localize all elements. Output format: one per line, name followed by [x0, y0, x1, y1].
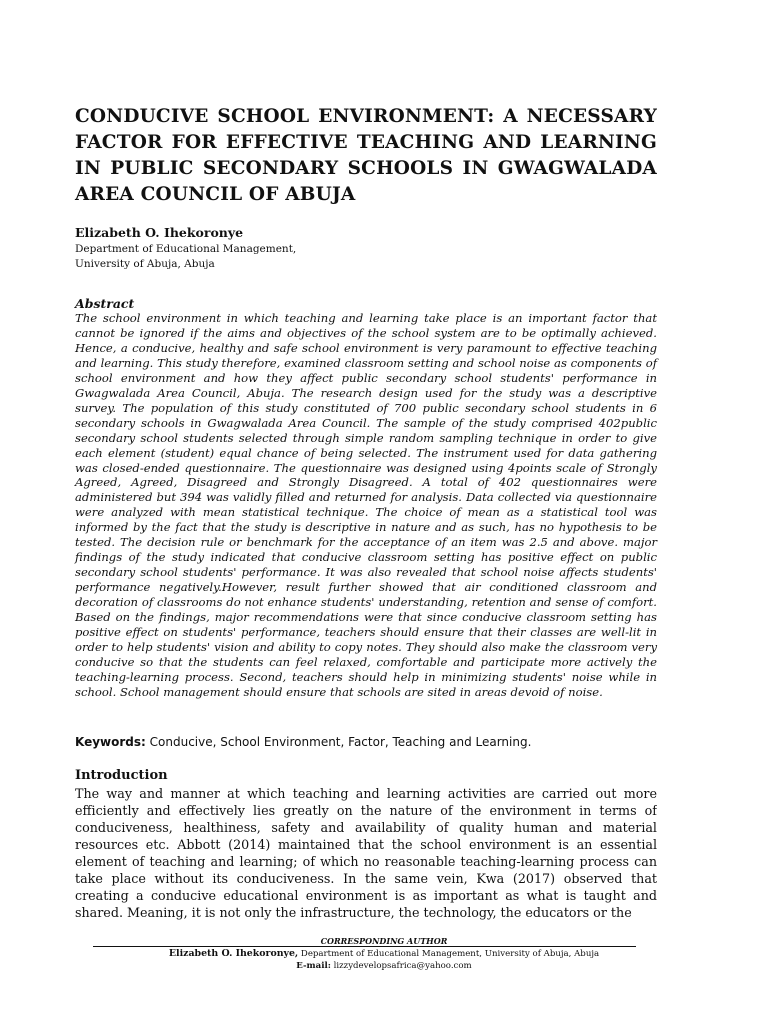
introduction-heading: Introduction: [75, 768, 168, 783]
abstract-heading: Abstract: [75, 296, 135, 311]
paper-title: CONDUCIVE SCHOOL ENVIRONMENT: A NECESSARY FACTOR FOR EFFECTIVE TEACHING AND LEARNING IN PUBLIC SECONDARY SCHOOLS IN GWAGWALADA AREA COUNCIL OF ABUJA: [75, 106, 657, 205]
footer-author-line: [0, 948, 768, 959]
author-affiliation: [75, 242, 296, 272]
footer-email-label: E-mail:: [296, 961, 331, 971]
corresponding-author-label: CORRESPONDING AUTHOR: [320, 936, 448, 946]
keywords: [75, 735, 657, 749]
affiliation-line-1: Department of Educational Management,: [75, 243, 297, 255]
introduction-text: The way and manner at which teaching and learning activities are carried out more efficiently and effectively lies greatly on the nature of the environment in terms of conduciveness, healthiness, safety and availability of quality human and material resources etc. Abbott (2014) maintained that the school environment is an essential element of teaching and learning; of which no reasonable teaching-learning process can take place without its conduciveness. In the same vein, Kwa (2017) observed that creating a conducive educational environment is as important as what is taught and shared. Meaning, it is not only the infrastructure, the technology, the educators or the: [75, 786, 657, 920]
footer-email-line: [0, 961, 768, 971]
author-name: Elizabeth O. Ihekoronye: [75, 225, 244, 240]
footer-affiliation: Department of Educational Management, University of Abuja, Abuja: [298, 949, 600, 959]
footer-email[interactable]: lizzydevelopsafrica@yahoo.com: [330, 961, 472, 971]
footer-divider: [93, 946, 636, 947]
keywords-label: Keywords:: [75, 735, 146, 749]
abstract-text: The school environment in which teaching and learning take place is an important factor that cannot be ignored if the aims and objectives of the school system are to be optimally achieved. Hence, a conducive, healthy and safe school environment is very paramount to effective teaching and learning. This study therefore, examined classroom setting and school noise as components of school environment and how they affect public secondary school students' performance in Gwagwalada Area Council, Abuja. The research design used for the study was a descriptive survey. The population of this study constituted of 700 public secondary school students in 6 secondary schools in Gwagwalada Area Council. The sample of the study comprised 402public secondary school students selected through simple random sampling technique in order to give each element (student) equal chance of being selected. The instrument used for data gathering was closed-ended questionnaire. The questionnaire was designed using 4points scale of Strongly Agreed, Agreed, Disagreed and Strongly Disagreed. A total of 402 questionnaires were administered but 394 was validly filled and returned for analysis. Data collected via questionnaire were analyzed with mean statistical technique. The choice of mean as a statistical tool was informed by the fact that the study is descriptive in nature and as such, has no hypothesis to be tested. The decision rule or benchmark for the acceptance of an item was 2.5 and above. major findings of the study indicated that conducive classroom setting has positive effect on public secondary school students' performance. It was also revealed that school noise affects students' performance negatively.However, result further showed that air conditioned classroom and decoration of classrooms do not enhance students' understanding, retention and sense of comfort. Based on the findings, major recommendations were that since conducive classroom setting has positive effect on students' performance, teachers should ensure that their classes are well-lit in order to help students' vision and ability to copy notes. They should also make the classroom very conducive so that the students can feel relaxed, comfortable and participate more actively the teaching-learning process. Second, teachers should help in minimizing students' noise while in school. School management should ensure that schools are sited in areas devoid of noise.: [75, 311, 657, 699]
keywords-text: Conducive, School Environment, Factor, Teaching and Learning.: [145, 735, 532, 749]
footer-author-name: Elizabeth O. Ihekoronye,: [168, 948, 299, 959]
affiliation-line-2: University of Abuja, Abuja: [75, 258, 215, 270]
